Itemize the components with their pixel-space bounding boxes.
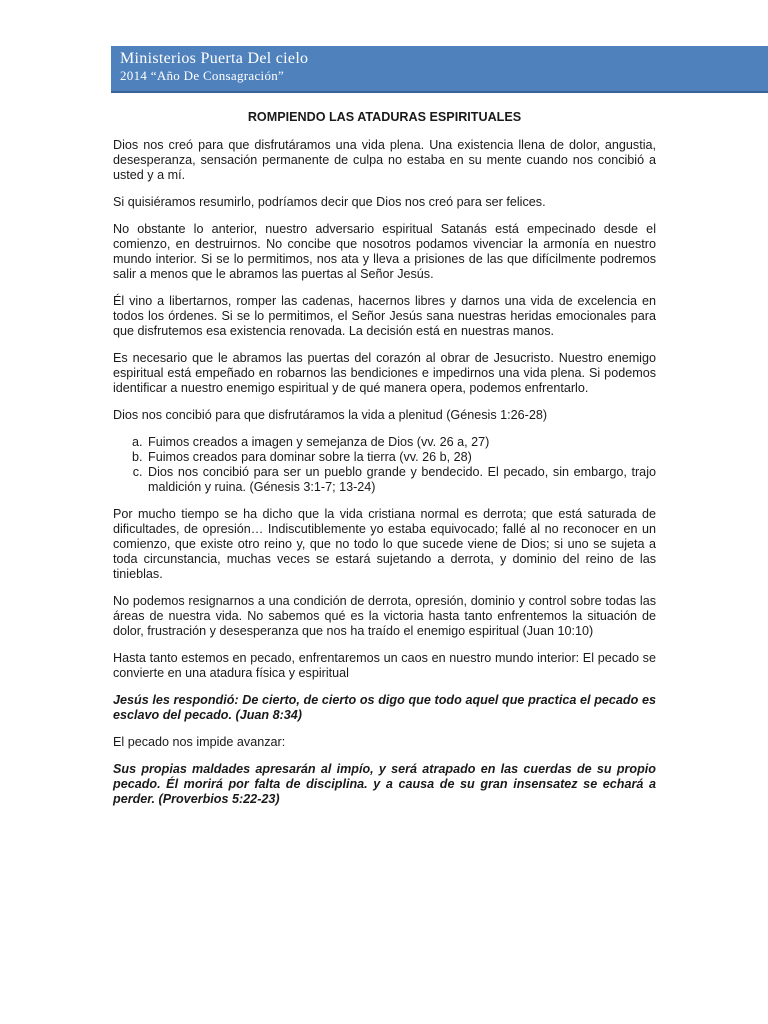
paragraph: No podemos resignarnos a una condición de derrota, opresión, dominio y control sobre todas las áreas de nuestra vida. No sabemos qué es la victoria hasta tanto enfrentemos la situación de dolor, frustración y desesperanza que nos ha traído el enemigo espiritual (Juan 10:10): [113, 594, 656, 638]
list-item: b. Fuimos creados para dominar sobre la tierra (vv. 26 b, 28): [146, 450, 656, 465]
paragraph: Hasta tanto estemos en pecado, enfrentaremos un caos en nuestro mundo interior: El pecado se convierte en una atadura física y espiritual: [113, 651, 656, 680]
organization-year-motto: 2014 “Año De Consagración”: [120, 68, 285, 83]
lettered-list: [113, 435, 656, 495]
paragraph: Por mucho tiempo se ha dicho que la vida cristiana normal es derrota; que está saturada de dificultades, de opresión… Indiscutiblemente yo estaba equivocado; fallé al no reconocer en un comienzo, que existe otro reino y, que no todo lo que sucede viene de Dios; si uno se sujeta a toda circunstancia, muchas veces se estará sujetando a derrota, y dominio del reino de las tinieblas.: [113, 507, 656, 581]
paragraph: Dios nos creó para que disfrutáramos una vida plena. Una existencia llena de dolor, angustia, desesperanza, sensación permanente de culpa no estaba en su mente cuando nos concibió a usted y a mí.: [113, 138, 656, 182]
paragraph: Es necesario que le abramos las puertas del corazón al obrar de Jesucristo. Nuestro enemigo espiritual está empeñado en robarnos las bendiciones e impedirnos una vida plena. Si podemos identificar a nuestro enemigo espiritual y de qué manera opera, podemos enfrentarlo.: [113, 351, 656, 395]
paragraph: Si quisiéramos resumirlo, podríamos decir que Dios nos creó para ser felices.: [113, 195, 546, 209]
paragraph: El pecado nos impide avanzar:: [113, 735, 286, 749]
paragraph: Dios nos concibió para que disfrutáramos la vida a plenitud (Génesis 1:26-28): [113, 408, 548, 422]
organization-name: Ministerios Puerta Del cielo: [120, 50, 309, 67]
header-band: [111, 46, 768, 93]
paragraph: No obstante lo anterior, nuestro adversario espiritual Satanás está empecinado desde el comienzo, en destruirnos. No concibe que nosotros podamos vivenciar la armonía en nuestro mundo interior. Si se lo permitimos, nos ata y lleva a prisiones de las que difícilmente podremos salir a menos que le abramos las puertas al Señor Jesús.: [113, 222, 656, 281]
bible-verse-quote: Sus propias maldades apresarán al impío, y será atrapado en las cuerdas de su propio pecado. Él morirá por falta de disciplina. y a causa de su gran insensatez se echará a perder. (Proverbios 5:22-23): [113, 762, 656, 806]
list-item: a. Fuimos creados a imagen y semejanza de Dios (vv. 26 a, 27): [146, 435, 656, 450]
list-item: c. Dios nos concibió para ser un pueblo grande y bendecido. El pecado, sin embargo, trajo maldición y ruina. (Génesis 3:1-7; 13-24): [146, 465, 656, 495]
document-title: ROMPIENDO LAS ATADURAS ESPIRITUALES: [247, 110, 522, 124]
document-body: [113, 110, 656, 819]
paragraph: Él vino a libertarnos, romper las cadenas, hacernos libres y darnos una vida de excelencia en todos los órdenes. Si se lo permitimos, el Señor Jesús sana nuestras heridas emocionales para que disfrutemos esa existencia renovada. La decisión está en nuestras manos.: [113, 294, 656, 338]
bible-verse-quote: Jesús les respondió: De cierto, de cierto os digo que todo aquel que practica el pecado es esclavo del pecado. (Juan 8:34): [113, 693, 656, 722]
